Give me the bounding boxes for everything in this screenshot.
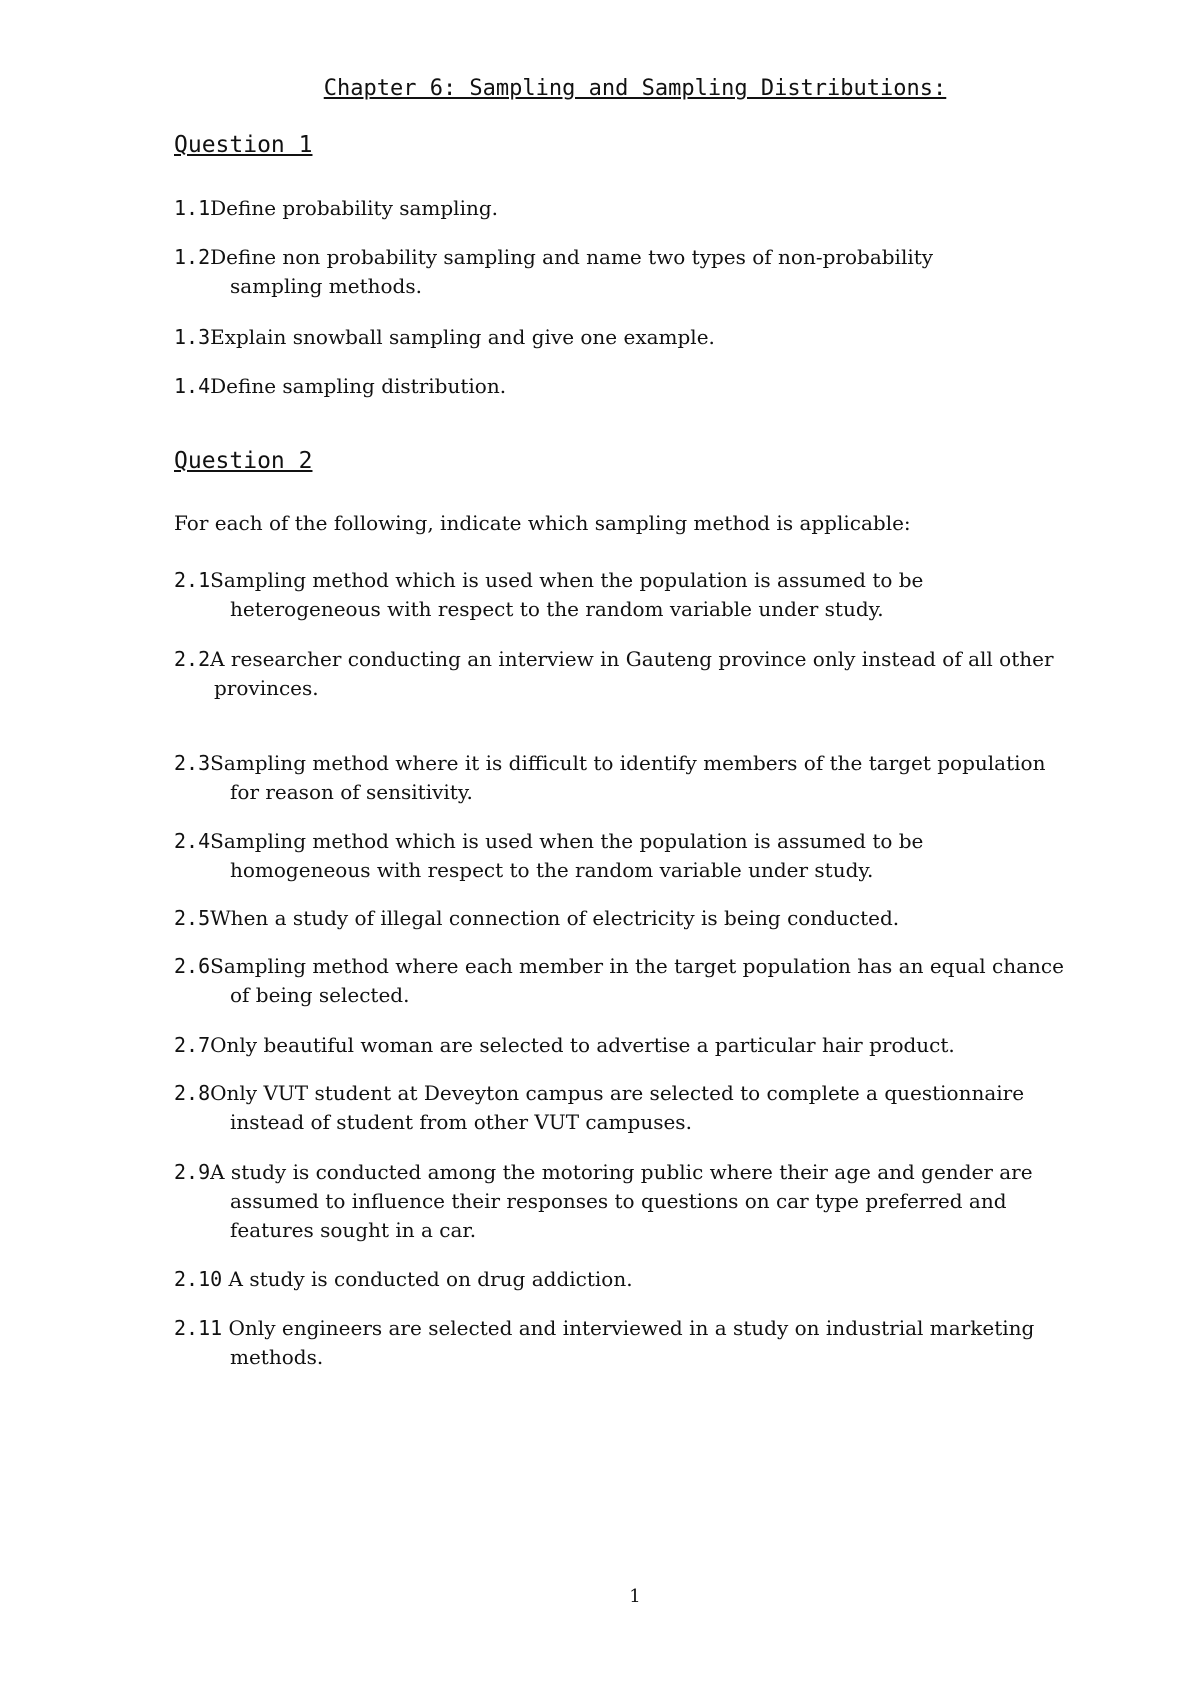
question-2-intro: For each of the following, indicate which sampling method is applicable: [174,511,911,535]
item-number: 2.11 [174,1316,223,1340]
item-text-continuation: features sought in a car. [230,1218,477,1242]
item-text: Explain snowball sampling and give one example. [210,325,715,349]
chapter-title: Chapter 6: Sampling and Sampling Distributions: [323,76,947,101]
question-2-heading: Question 2 [174,448,313,474]
question-item-2-1 [174,566,1094,624]
question-item-2-6 [174,952,1094,1010]
item-text: A researcher conducting an interview in Gauteng province only instead of all other [210,647,1054,671]
question-item-1-2 [174,243,1094,301]
item-text-continuation: for reason of sensitivity. [230,780,473,804]
item-number: 2.2 [174,647,211,671]
item-text: Only engineers are selected and interviewed in a study on industrial marketing [228,1316,1035,1340]
item-text: Only VUT student at Deveyton campus are selected to complete a questionnaire [210,1081,1025,1105]
item-text: Sampling method which is used when the population is assumed to be [210,568,924,592]
question-item-2-9 [174,1158,1094,1245]
item-number: 2.7 [174,1033,211,1057]
item-text-continuation: instead of student from other VUT campuses. [230,1110,692,1134]
item-number: 2.9 [174,1160,211,1184]
item-text-continuation: sampling methods. [230,274,422,298]
question-item-2-10 [174,1265,1094,1294]
item-text-continuation: provinces. [214,676,319,700]
item-text-continuation: heterogeneous with respect to the random variable under study. [230,597,884,621]
question-item-2-7 [174,1031,1094,1060]
item-text-continuation: methods. [230,1345,324,1369]
item-text: Sampling method which is used when the population is assumed to be [210,829,924,853]
item-number: 2.10 [174,1267,223,1291]
item-text: Define probability sampling. [210,196,499,220]
item-text: Define sampling distribution. [210,374,507,398]
question-item-2-2 [174,645,1094,703]
item-number: 2.1 [174,568,211,592]
item-number: 2.3 [174,751,211,775]
item-number: 1.1 [174,196,211,220]
question-item-2-3 [174,749,1094,807]
item-number: 2.6 [174,954,211,978]
item-text-continuation: homogeneous with respect to the random variable under study. [230,858,874,882]
question-item-2-4 [174,827,1094,885]
question-item-2-8 [174,1079,1094,1137]
item-text: Sampling method where it is difficult to identify members of the target population [210,751,1046,775]
item-text: A study is conducted on drug addiction. [228,1267,633,1291]
item-text: Only beautiful woman are selected to advertise a particular hair product. [210,1033,955,1057]
item-text: Define non probability sampling and name two types of non-probability [210,245,934,269]
question-item-2-5 [174,904,1094,933]
question-1-heading: Question 1 [174,132,313,158]
item-text: When a study of illegal connection of electricity is being conducted. [210,906,900,930]
question-item-1-3 [174,323,1094,352]
item-text-continuation: of being selected. [230,983,410,1007]
page-number: 1 [629,1586,641,1607]
item-number: 2.4 [174,829,211,853]
question-item-2-11 [174,1314,1094,1372]
item-number: 1.2 [174,245,211,269]
item-number: 1.3 [174,325,211,349]
item-text-continuation: assumed to influence their responses to questions on car type preferred and [230,1189,1007,1213]
question-item-1-1 [174,194,1094,223]
item-text: Sampling method where each member in the target population has an equal chance [210,954,1064,978]
item-text: A study is conducted among the motoring public where their age and gender are [210,1160,1033,1184]
item-number: 2.5 [174,906,211,930]
item-number: 2.8 [174,1081,211,1105]
item-number: 1.4 [174,374,211,398]
question-item-1-4 [174,372,1094,401]
